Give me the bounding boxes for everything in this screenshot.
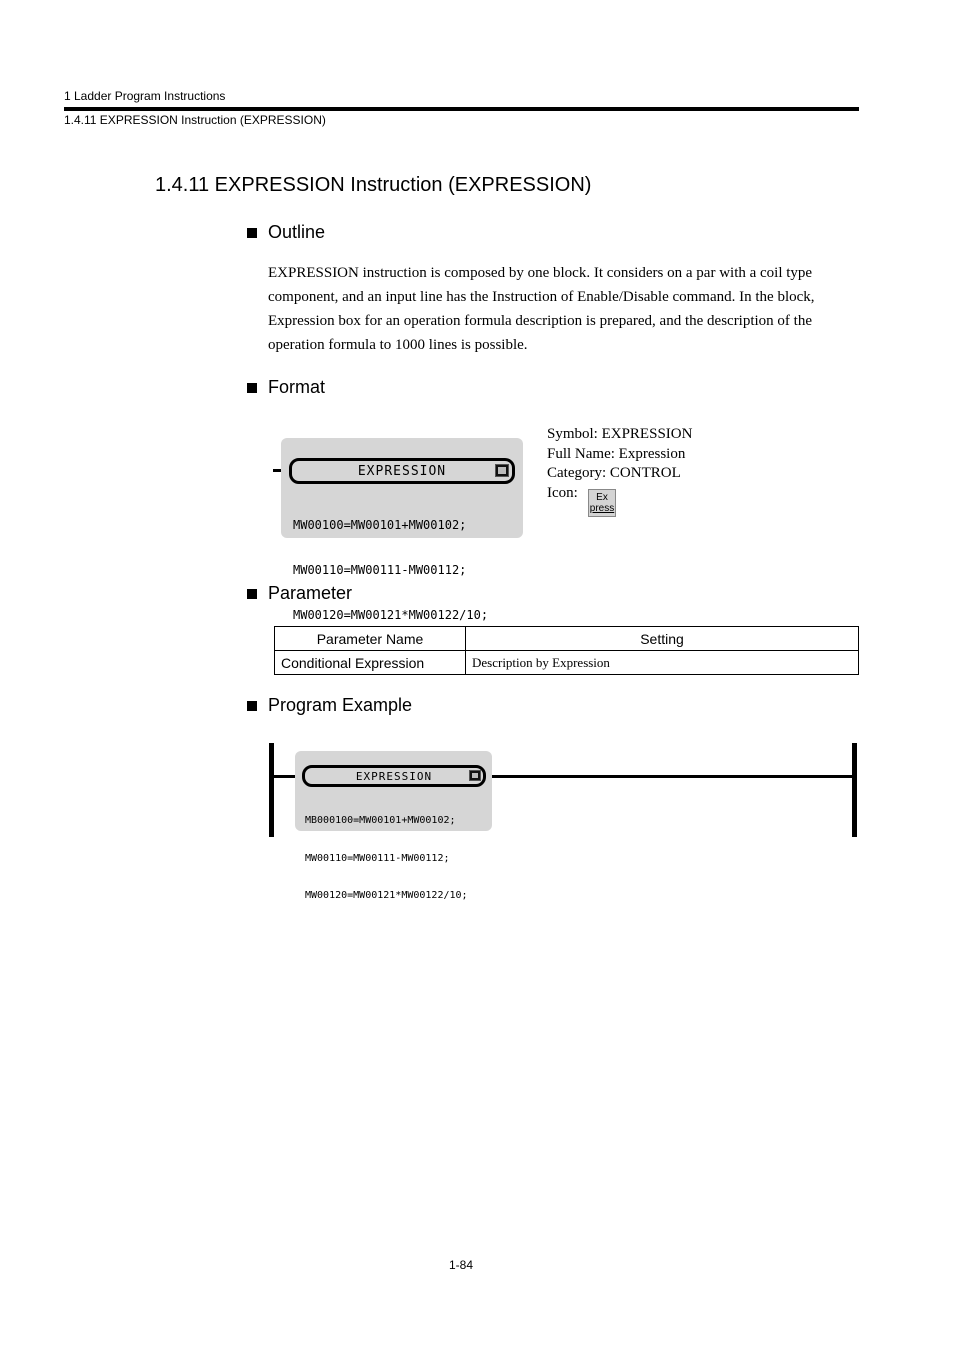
category-text: Category: CONTROL: [547, 465, 681, 481]
icon-label: Icon:: [547, 484, 578, 501]
column-header: Parameter Name: [275, 627, 466, 651]
outline-heading: [247, 222, 325, 243]
table-row: [275, 651, 859, 675]
bullet-square-icon: [247, 701, 257, 711]
expression-line: MW00120=MW00121*MW00122/10;: [293, 608, 489, 622]
expression-block-title: [289, 458, 515, 484]
table-cell: Description by Expression: [466, 651, 859, 675]
right-power-rail: [852, 743, 857, 837]
bullet-square-icon: [247, 228, 257, 238]
outline-heading-label: Outline: [268, 222, 326, 242]
symbol-text: Symbol: EXPRESSION: [547, 426, 693, 442]
section-title: 1.4.11 EXPRESSION Instruction (EXPRESSION): [155, 174, 592, 196]
expression-block-title-text: EXPRESSION: [355, 769, 433, 783]
expression-icon: [588, 489, 616, 517]
program-example-heading-label: Program Example: [268, 695, 413, 715]
column-header: Setting: [466, 627, 859, 651]
rung-output-line: [486, 775, 852, 778]
expand-icon: [469, 770, 481, 781]
expression-block-title: [302, 765, 486, 787]
expression-line: MW00120=MW00121*MW00122/10;: [305, 890, 468, 901]
expression-line: MW00100=MW00101+MW00102;: [293, 518, 467, 532]
expression-block-example: [295, 751, 492, 901]
icon-text-line1: Ex: [596, 492, 608, 503]
expression-line: MB000100=MW00101+MW00102;: [305, 815, 456, 826]
outline-line: Expression box for an operation formula description is prepared, and the description of the: [268, 313, 813, 329]
parameter-table: [274, 626, 859, 675]
running-header-chapter: 1 Ladder Program Instructions: [64, 89, 226, 103]
header-rule: [64, 107, 859, 111]
expression-block-title-text: EXPRESSION: [357, 463, 447, 479]
table-cell: Conditional Expression: [275, 651, 466, 675]
outline-paragraph: [268, 261, 868, 357]
outline-line: component, and an input line has the Instruction of Enable/Disable command. In the block,: [268, 289, 815, 305]
bullet-square-icon: [247, 589, 257, 599]
expression-line: MW00110=MW00111-MW00112;: [305, 852, 450, 864]
expression-block-lines: [305, 790, 468, 928]
format-heading-label: Format: [268, 377, 326, 397]
parameter-heading-label: Parameter: [268, 583, 353, 603]
full-name-text: Full Name: Expression: [547, 445, 686, 462]
page-number: 1-84: [449, 1258, 474, 1272]
expand-icon: [495, 464, 509, 477]
icon-text-line2: press: [589, 503, 615, 514]
left-power-rail: [269, 743, 274, 837]
outline-line: operation formula to 1000 lines is possible.: [268, 337, 528, 353]
format-info: [547, 425, 692, 503]
table-header-row: [275, 627, 859, 651]
expression-line: MW00110=MW00111-MW00112;: [293, 563, 467, 577]
parameter-heading: [247, 583, 352, 604]
format-heading: [247, 377, 325, 398]
bullet-square-icon: [247, 383, 257, 393]
running-header-section: 1.4.11 EXPRESSION Instruction (EXPRESSION): [64, 113, 326, 127]
program-example-heading: [247, 695, 412, 716]
outline-line: EXPRESSION instruction is composed by one block. It considers on a par with a coil type: [268, 265, 813, 281]
